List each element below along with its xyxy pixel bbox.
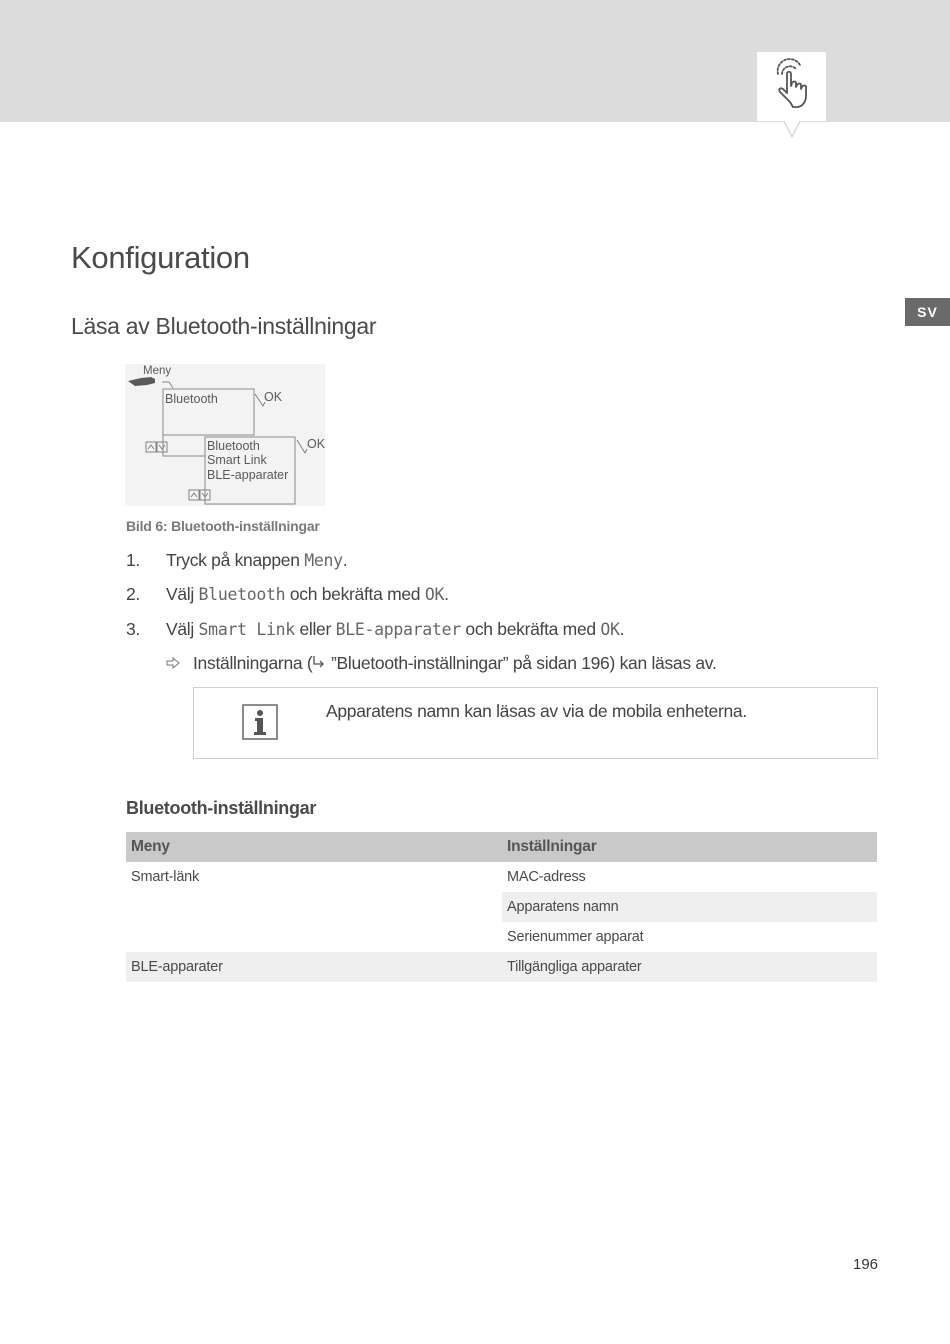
page-title: Konfiguration xyxy=(71,240,250,275)
touch-badge xyxy=(757,52,826,121)
fig-label-sub-2: Smart Link xyxy=(207,453,267,467)
result-arrow-icon xyxy=(166,653,193,674)
fig-label-meny: Meny xyxy=(143,365,172,377)
touch-gesture-icon xyxy=(757,52,826,121)
table-header-cell: Meny xyxy=(131,838,170,855)
step-number: 3. xyxy=(126,619,140,639)
bluetooth-menu-figure xyxy=(125,364,325,506)
section-title: Läsa av Bluetooth-inställningar xyxy=(71,313,377,339)
table-cell: BLE-apparater xyxy=(131,959,223,975)
step-text: och bekräfta med xyxy=(285,584,425,604)
step-text: eller xyxy=(294,619,336,639)
table-cell: Apparatens namn xyxy=(502,892,877,922)
fig-label-sub-3: BLE-apparater xyxy=(207,468,289,482)
step-text: Tryck på knappen xyxy=(166,550,305,570)
table-row xyxy=(126,892,877,922)
step-text: Välj xyxy=(166,619,199,639)
ok-key: OK xyxy=(600,620,620,639)
info-text: Apparatens namn kan läsas av via de mobila enheterna. xyxy=(326,701,747,721)
page-number: 196 xyxy=(853,1256,879,1273)
table-cell: MAC-adress xyxy=(507,869,586,885)
table-cell: Smart-länk xyxy=(131,869,200,885)
table-row xyxy=(126,952,877,982)
menu-option: Bluetooth xyxy=(198,585,286,604)
step-1 xyxy=(126,550,347,571)
table-title: Bluetooth-inställningar xyxy=(126,798,317,818)
table-cell: Serienummer apparat xyxy=(507,929,644,945)
result-line xyxy=(166,653,717,674)
table-row xyxy=(126,922,877,952)
fig-label-sub-1: Bluetooth xyxy=(207,439,260,453)
info-icon xyxy=(242,704,278,740)
cross-reference-link[interactable]: ”Bluetooth-inställningar” på sidan 196) kan läsas av. xyxy=(330,653,717,673)
fig-label-ok-2: OK xyxy=(307,437,325,451)
table-header-cell: Inställningar xyxy=(507,838,597,855)
info-note xyxy=(193,687,878,759)
fig-label-bluetooth: Bluetooth xyxy=(165,392,218,406)
ok-key: OK xyxy=(424,585,445,604)
step-number: 1. xyxy=(126,550,140,570)
language-tab[interactable]: SV xyxy=(905,298,950,326)
step-2 xyxy=(126,584,449,605)
cross-reference-icon xyxy=(312,653,326,673)
figure-caption: Bild 6: Bluetooth-inställningar xyxy=(126,518,320,534)
arrow-keys-icon xyxy=(146,442,210,500)
step-text: . xyxy=(444,584,449,604)
step-number: 2. xyxy=(126,584,140,604)
table-cell xyxy=(126,922,502,952)
settings-table xyxy=(126,832,877,982)
fig-label-ok-1: OK xyxy=(264,390,283,404)
menu-option: Smart Link xyxy=(198,620,295,639)
table-cell: Tillgängliga apparater xyxy=(507,959,642,975)
result-text: Inställningarna ( xyxy=(193,653,313,673)
step-text: . xyxy=(342,550,348,570)
step-text: Välj xyxy=(166,584,199,604)
menu-option: BLE-apparater xyxy=(335,620,461,639)
menu-key: Meny xyxy=(304,551,343,570)
table-row xyxy=(126,862,877,892)
table-header-row xyxy=(126,832,877,862)
badge-pointer xyxy=(783,121,801,139)
table-cell xyxy=(126,892,502,922)
pointing-hand-icon xyxy=(128,377,155,386)
step-text: . xyxy=(619,619,625,639)
step-text: och bekräfta med xyxy=(460,619,601,639)
step-3 xyxy=(126,619,624,640)
